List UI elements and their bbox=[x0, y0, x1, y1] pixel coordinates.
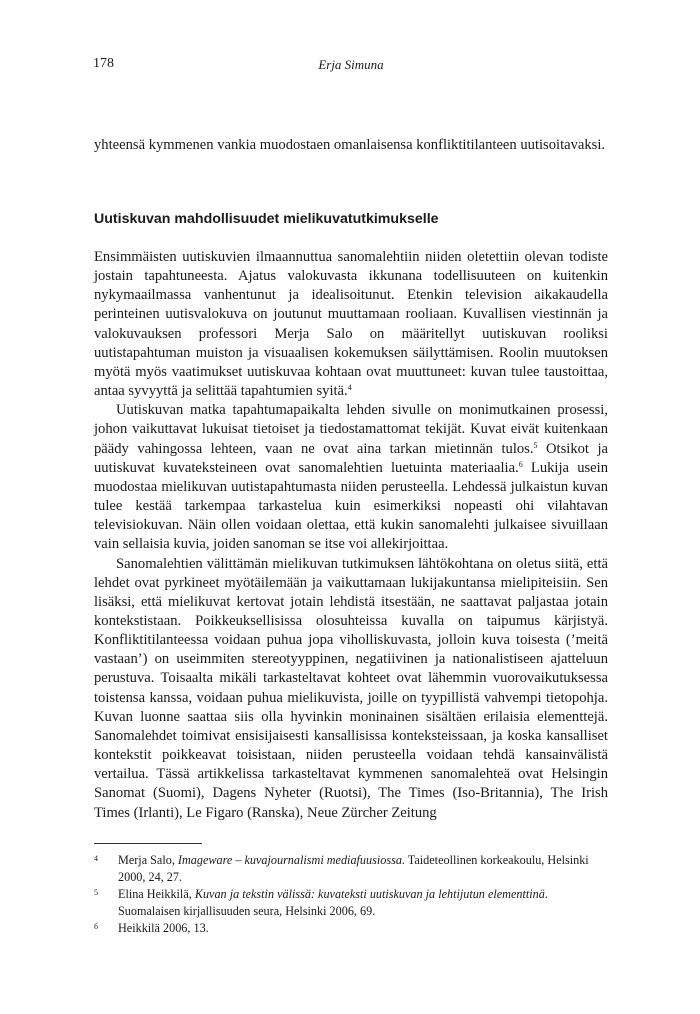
footnote-number: 6 bbox=[94, 922, 98, 932]
footnote-author: Merja Salo, bbox=[118, 853, 178, 867]
paragraph-2 bbox=[94, 401, 608, 554]
footnotes bbox=[94, 852, 608, 938]
main-text bbox=[94, 248, 608, 823]
paragraph-1-text: Ensimmäisten uutiskuvien ilmaannuttua sanomalehtiin niiden oletettiin olevan todiste jostain tapahtuneesta. Ajatus valokuvasta ikkunana todellisuuteen on kuitenkin nykymaailmassa vanhentunut ja idealisoitunut. Etenkin television aikakaudella perinteinen uutisvalokuva on joutunut muuttamaan rooliaan. Kuvallisen viestinnän ja valokuvauksen professori Merja Salo on määritellyt uutiskuvan rooliksi uutistapahtuman muiston ja visuaalisen kokemuksen säilyttämisen. Roolin muutoksen myötä myös vaatimukset uutiskuvaa kohtaan ovat muuttuneet: kuvan tulee taustoittaa, antaa syvyyttä ja selittää tapahtumien syitä. bbox=[94, 249, 608, 400]
running-author: Erja Simuna bbox=[318, 57, 384, 72]
book-page bbox=[94, 0, 608, 1014]
footnote-title: Kuvan ja tekstin välissä: kuvateksti uutiskuvan ja lehtijutun elementtinä bbox=[194, 887, 545, 902]
paragraph-3-text: Sanomalehtien välittämän mielikuvan tutkimuksen lähtökohtana on oletus siitä, että lehdet ovat pyrkineet myötäilemään ja vaikuttamaan lukijakuntansa mielipiteisiin. Sen lisäksi, että mielikuvat kertovat jotain lehdistä itsestään, ne saattavat paljastaa jotain kontekstistaan. Poikkeuksellisissa olosuhteissa kuvalla on taipumus kärjistyä. Konfliktitilanteessa voidaan puhua jopa viholliskuvasta, jolloin kuva toisesta (’meitä vastaan’) on useimmiten stereotyyppinen, negatiivinen ja nationalistiseen ajatteluun perustuva. Toisaalta mikäli tarkasteltavat kohteet ovat lähemmin vuorovaikutuksessa toistensa kanssa, voidaan puhua mielikuvista, joille on tyypillistä vahvempi tietopohja. Kuvan luonne saattaa siis olla hyvinkin moninainen sisältäen erilaisia elementtejä. Sanomalehdet toimivat ensisijaisesti kansallisissa konteksteissaan, ja koska kansalliset kontekstit poikkeavat toisistaan, niiden perusteella voidaan tehdä kansainvälistä vertailua. Tässä artikkelissa tarkasteltavat kymmenen sanomalehteä ovat Helsingin Sanomat (Suomi), Dagens Nyheter (Ruotsi), The Times (Iso-Britannia), The Irish Times (Irlanti), Le Figaro (Ranska), Neue Zürcher Zeitung bbox=[94, 555, 608, 821]
carryover-paragraph: yhteensä kymmenen vankia muodostaen omanlaisensa konfliktitilanteen uutisoitavaksi. bbox=[94, 137, 606, 153]
footnote-item bbox=[94, 886, 608, 919]
paragraph-1 bbox=[94, 248, 608, 401]
paragraph-2-text-a: Uutiskuvan matka tapahtumapaikalta lehden sivulle on monimutkainen prosessi, johon vaikuttavat lukuisat tietoiset ja tiedostamattomat tekijät. Kuvat eivät kuitenkaan päädy vahingossa lehteen, vaan ne ovat aina tarkan mietinnän tulos. bbox=[94, 402, 608, 457]
page-number: 178 bbox=[93, 56, 114, 71]
footnote-author: Elina Heikkilä, bbox=[118, 887, 195, 902]
footnote-ref-5[interactable]: 5 bbox=[533, 440, 538, 450]
paragraph-3 bbox=[94, 555, 608, 823]
footnote-number: 5 bbox=[94, 888, 98, 898]
running-header bbox=[94, 56, 608, 76]
footnote-number: 4 bbox=[94, 854, 98, 863]
footnote-ref-4[interactable]: 4 bbox=[347, 383, 352, 393]
footnote-publication: . Suomalaisen kirjallisuuden seura, Helsinki 2006, 69. bbox=[118, 887, 548, 918]
paragraph-2-text-c: Lukija usein muodostaa mielikuvan uutistapahtumasta niiden perusteella. Lehdessä julkaistun kuvan tulee kestää tarkempaa tarkastelua kuin esimerkiksi nopeasti ohi vilahtavan televisiokuvan. Näin ollen voidaan olettaa, että kukin sanomalehti julkaisee sivuillaan vain sellaisia kuvia, joiden sanoman se itse voi allekirjoittaa. bbox=[94, 459, 608, 553]
footnote-author: Heikkilä 2006, 13. bbox=[118, 921, 209, 936]
footnote-item bbox=[94, 852, 608, 885]
footnote-item bbox=[94, 920, 608, 937]
footnote-ref-6[interactable]: 6 bbox=[518, 459, 523, 469]
paragraph-2-text-b: Otsikot ja uutiskuvat kuvateksteineen ovat sanomalehtien luetuinta materiaalia. bbox=[94, 440, 608, 476]
footnote-publication: . Taideteollinen korkeakoulu, Helsinki 2000, 24, 27. bbox=[118, 853, 589, 884]
footnote-divider bbox=[94, 843, 202, 844]
footnote-title: Imageware – kuvajournalismi mediafuusiossa bbox=[177, 853, 402, 867]
section-heading: Uutiskuvan mahdollisuudet mielikuvatutkimukselle bbox=[94, 211, 439, 227]
